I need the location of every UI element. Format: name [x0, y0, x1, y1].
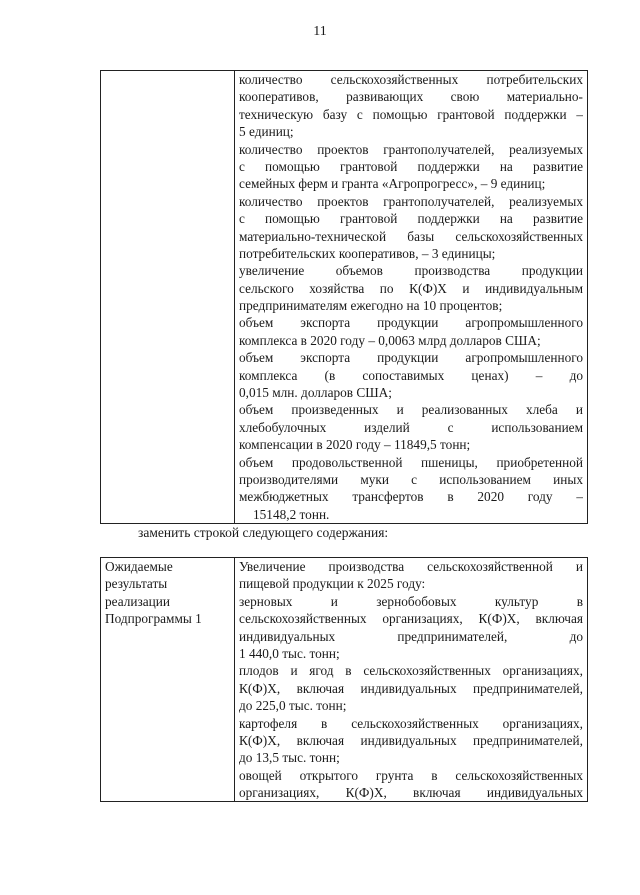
table-row: [101, 71, 588, 524]
text-line: сельскохозяйственных организациях, К(Ф)Х, включая: [239, 611, 583, 627]
heading-line: реализации: [105, 593, 170, 609]
text-line: К(Ф)Х, включая индивидуальных предпринимателей,: [239, 732, 583, 748]
text-line: индивидуальных предпринимателей, до: [239, 628, 583, 644]
text-line: 0,015 млн. долларов США;: [239, 385, 392, 401]
text-line: комплекса в 2020 году – 0,0063 млрд долларов США;: [239, 332, 541, 348]
left-cell-heading: [101, 558, 235, 802]
text-line: увеличение объемов производства продукции: [239, 263, 583, 279]
text-line: потребительских кооперативов, – 3 единицы;: [239, 245, 496, 261]
table-replacement-row: [100, 557, 588, 802]
text-line: хлебобулочных изделий с использованием: [239, 419, 583, 435]
text-line: с помощью грантовой поддержки на развитие: [239, 211, 583, 227]
table-original-row: [100, 70, 588, 524]
text-line: комплекса (в сопоставимых ценах) – до: [239, 367, 583, 383]
text-line: кооперативов, развивающих свою материально-: [239, 89, 583, 105]
text-line: количество сельскохозяйственных потребительских: [239, 72, 583, 87]
text-line: техническую базу с помощью грантовой поддержки –: [239, 106, 583, 122]
heading-line: Ожидаемые: [105, 559, 173, 574]
text-line: овощей открытого грунта в сельскохозяйственных: [239, 767, 583, 783]
text-line: Увеличение производства сельскохозяйственной и: [239, 559, 583, 574]
right-cell-text: [235, 71, 588, 524]
heading-line: результаты: [105, 576, 168, 592]
text-line: объем произведенных и реализованных хлеба и: [239, 402, 583, 418]
text-line: 5 единиц;: [239, 124, 294, 140]
heading-line: Подпрограммы 1: [105, 611, 202, 627]
text-line: предпринимателям ежегодно на 10 процентов;: [239, 298, 503, 314]
text-line: объем экспорта продукции агропромышленного: [239, 315, 583, 331]
table-row: [101, 558, 588, 802]
text-line: объем экспорта продукции агропромышленного: [239, 350, 583, 366]
text-line: К(Ф)Х, включая индивидуальных предпринимателей,: [239, 680, 583, 696]
text-line: количество проектов грантополучателей, реализуемых: [239, 193, 583, 209]
text-line: с помощью грантовой поддержки на развитие: [239, 158, 583, 174]
text-line: 15148,2 тонн.: [253, 506, 330, 522]
text-line: зерновых и зернобобовых культур в: [239, 593, 583, 609]
text-line: производителями муки с использованием иных: [239, 471, 583, 487]
text-line: 1 440,0 тыс. тонн;: [239, 645, 340, 661]
right-cell-text: [235, 558, 588, 802]
text-line: до 225,0 тыс. тонн;: [239, 698, 347, 714]
text-line: картофеля в сельскохозяйственных организациях,: [239, 715, 583, 731]
text-line: до 13,5 тыс. тонн;: [239, 750, 340, 766]
text-line: семейных ферм и гранта «Агропрогресс», – 9 единиц;: [239, 176, 546, 192]
text-line: количество проектов грантополучателей, реализуемых: [239, 141, 583, 157]
page-number: 11: [313, 24, 327, 39]
text-line: сельского хозяйства по К(Ф)Х и индивидуальным: [239, 280, 583, 296]
left-cell-empty: [101, 71, 235, 524]
text-line: организациях, К(Ф)Х, включая индивидуальных: [239, 785, 583, 801]
text-line: компенсации в 2020 году – 11849,5 тонн;: [239, 437, 471, 453]
text-line: материально-технической базы сельскохозяйственных: [239, 228, 583, 244]
text-line: пищевой продукции к 2025 году:: [239, 576, 426, 592]
text-line: плодов и ягод в сельскохозяйственных организациях,: [239, 663, 583, 679]
replace-instruction: заменить строкой следующего содержания:: [138, 525, 389, 540]
text-line: объем продовольственной пшеницы, приобретенной: [239, 454, 583, 470]
text-line: межбюджетных трансфертов в 2020 году –: [239, 489, 583, 505]
